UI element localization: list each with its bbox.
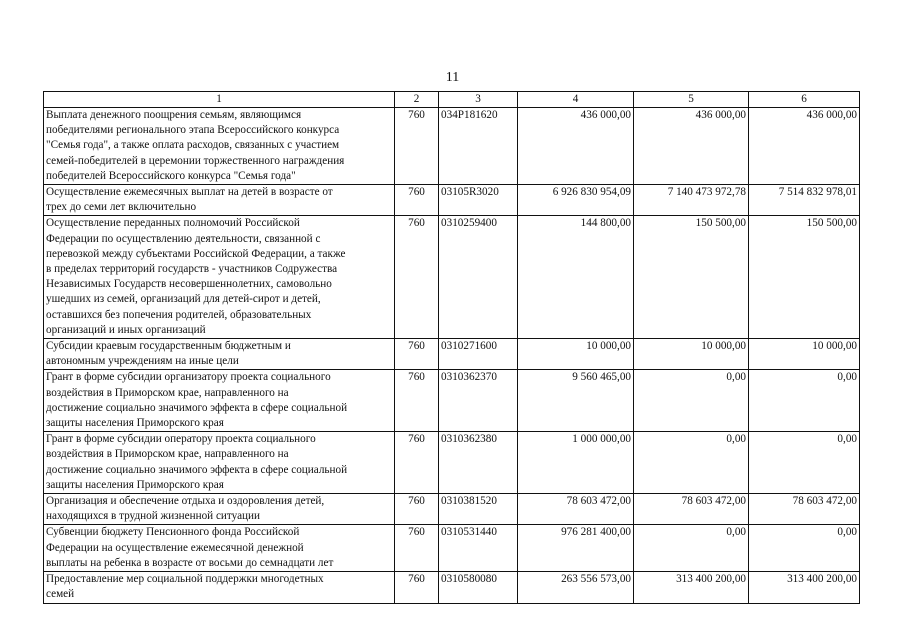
row-description: Осуществление переданных полномочий Российской Федерации по осуществлению деятельности, связанной с перевозкой между субъектами Российской Федерации, а также в пределах территорий государств - участников Содружества Независимых Государств несовершеннолетних, самовольно ушедших из семей, организаций для детей-сирот и детей, оставшихся без попечения родителей, образовательных организаций и иных организаций: [44, 216, 395, 339]
table-row: [44, 494, 860, 525]
row-value-col5: 10 000,00: [634, 339, 749, 370]
row-target-code: 0310362380: [439, 432, 518, 494]
row-value-col5: 0,00: [634, 370, 749, 432]
row-value-col5: 313 400 200,00: [634, 572, 749, 603]
row-target-code: 034Р181620: [439, 108, 518, 185]
row-description: Предоставление мер социальной поддержки многодетных семей: [44, 572, 395, 603]
row-code: 760: [395, 432, 439, 494]
row-target-code: 0310259400: [439, 216, 518, 339]
row-value-col6: 0,00: [749, 432, 860, 494]
row-value-col6: 436 000,00: [749, 108, 860, 185]
row-value-col6: 0,00: [749, 525, 860, 572]
row-value-col5: 150 500,00: [634, 216, 749, 339]
row-value-col4: 144 800,00: [518, 216, 634, 339]
row-code: 760: [395, 108, 439, 185]
row-value-col5: 436 000,00: [634, 108, 749, 185]
row-code: 760: [395, 370, 439, 432]
row-value-col6: 0,00: [749, 370, 860, 432]
row-description: Субвенции бюджету Пенсионного фонда Российской Федерации на осуществление ежемесячной денежной выплаты на ребенка в возрасте от восьми до семнадцати лет: [44, 525, 395, 572]
row-code: 760: [395, 339, 439, 370]
row-description: Грант в форме субсидии организатору проекта социального воздействия в Приморском крае, направленного на достижение социально значимого эффекта в сфере социальной защиты населения Приморского края: [44, 370, 395, 432]
row-description: Организация и обеспечение отдыха и оздоровления детей, находящихся в трудной жизненной ситуации: [44, 494, 395, 525]
row-value-col5: 7 140 473 972,78: [634, 185, 749, 216]
table-row: [44, 108, 860, 185]
row-value-col4: 1 000 000,00: [518, 432, 634, 494]
row-description: Субсидии краевым государственным бюджетным и автономным учреждениям на иные цели: [44, 339, 395, 370]
row-target-code: 0310381520: [439, 494, 518, 525]
row-value-col4: 436 000,00: [518, 108, 634, 185]
table-row: [44, 432, 860, 494]
header-col-6: 6: [749, 92, 860, 108]
table-row: [44, 370, 860, 432]
row-value-col6: 78 603 472,00: [749, 494, 860, 525]
row-target-code: 0310362370: [439, 370, 518, 432]
row-value-col6: 7 514 832 978,01: [749, 185, 860, 216]
row-description: Осуществление ежемесячных выплат на детей в возрасте от трех до семи лет включительно: [44, 185, 395, 216]
row-code: 760: [395, 185, 439, 216]
row-code: 760: [395, 572, 439, 603]
header-col-5: 5: [634, 92, 749, 108]
header-col-2: 2: [395, 92, 439, 108]
table-row: [44, 185, 860, 216]
row-target-code: 0310531440: [439, 525, 518, 572]
table-row: [44, 339, 860, 370]
row-target-code: 0310271600: [439, 339, 518, 370]
row-value-col6: 10 000,00: [749, 339, 860, 370]
row-value-col5: 0,00: [634, 432, 749, 494]
row-value-col4: 78 603 472,00: [518, 494, 634, 525]
row-description: Грант в форме субсидии оператору проекта социального воздействия в Приморском крае, направленного на достижение социально значимого эффекта в сфере социальной защиты населения Приморского края: [44, 432, 395, 494]
header-row: [44, 92, 860, 108]
row-value-col4: 10 000,00: [518, 339, 634, 370]
budget-table: [43, 91, 860, 604]
header-col-4: 4: [518, 92, 634, 108]
row-description: Выплата денежного поощрения семьям, являющимся победителями регионального этапа Всероссийского конкурса "Семья года", а также оплата расходов, связанных с участием семей-победителей в церемонии торжественного награждения победителей Всероссийского конкурса "Семья года": [44, 108, 395, 185]
row-value-col6: 150 500,00: [749, 216, 860, 339]
row-target-code: 03105R3020: [439, 185, 518, 216]
table-row: [44, 525, 860, 572]
row-code: 760: [395, 494, 439, 525]
page-number: 11: [445, 70, 460, 85]
header-col-1: 1: [44, 92, 395, 108]
row-code: 760: [395, 216, 439, 339]
table-row: [44, 572, 860, 603]
row-value-col4: 263 556 573,00: [518, 572, 634, 603]
row-value-col5: 78 603 472,00: [634, 494, 749, 525]
row-target-code: 0310580080: [439, 572, 518, 603]
row-value-col4: 976 281 400,00: [518, 525, 634, 572]
table-row: [44, 216, 860, 339]
row-value-col6: 313 400 200,00: [749, 572, 860, 603]
header-col-3: 3: [439, 92, 518, 108]
row-value-col4: 6 926 830 954,09: [518, 185, 634, 216]
row-code: 760: [395, 525, 439, 572]
row-value-col4: 9 560 465,00: [518, 370, 634, 432]
row-value-col5: 0,00: [634, 525, 749, 572]
